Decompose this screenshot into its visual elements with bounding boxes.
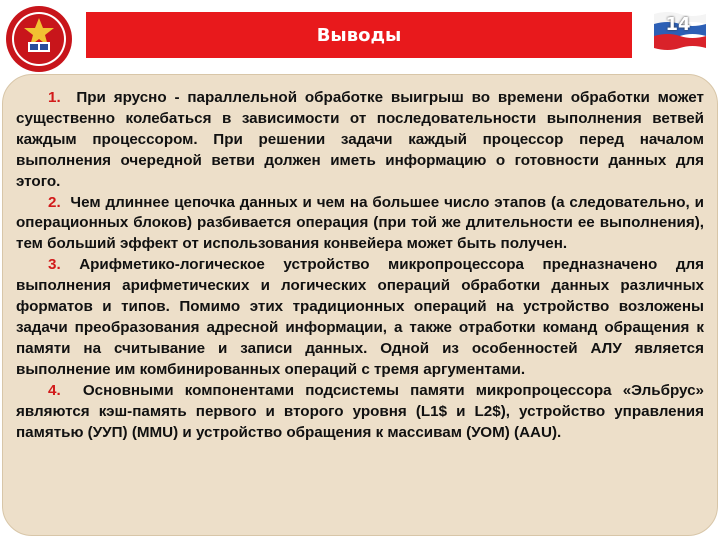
paragraph-number: 1. — [48, 89, 61, 106]
paragraph-2 — [16, 193, 704, 256]
paragraph-1 — [16, 88, 704, 193]
slide-title: Выводы — [316, 24, 402, 46]
paragraph-number: 3. — [48, 256, 61, 274]
paragraph-4 — [16, 381, 704, 444]
paragraph-text: Основными компонентами подсистемы памяти микропроцессора «Эльбрус» являются кэш-память первого и второго уровня (L1$ и L2$), устройство управления памятью (УУП) (MMU) и устройство обращения к массивам (УОМ) (AAU). — [16, 381, 704, 441]
content-text — [16, 88, 704, 443]
paragraph-number: 2. — [48, 193, 61, 211]
title-bar — [86, 12, 632, 58]
paragraph-text: При ярусно - параллельной обработке выигрыш во времени обработки может существенно колебаться в зависимости от последовательности выполнения ветвей каждым процессором. При решении задачи каждый процессор перед началом выполнения очередной ветви должен иметь информацию о готовности данных для этого. — [16, 89, 704, 190]
emblem-icon — [4, 4, 74, 74]
paragraph-text: Арифметико-логическое устройство микропроцессора предназначено для выполнения арифметических и логических операций обработки данных различных форматов и типов. Помимо этих традиционных операций на устройство возложены задачи преобразования адресной информации, а также отработки команд обращения к памяти на считывание и записи данных. Одной из особенностей АЛУ является выполнение им комбинированных операций с тремя аргументами. — [16, 256, 704, 378]
paragraph-number: 4. — [48, 381, 61, 399]
paragraph-text: Чем длиннее цепочка данных и чем на большее число этапов (а следовательно, и операционных блоков) разбивается операция (при той же длительности ее выполнения), тем больший эффект от использования конвейера может быть получен. — [16, 193, 704, 253]
paragraph-3 — [16, 255, 704, 380]
page-number: 14 — [665, 14, 691, 35]
